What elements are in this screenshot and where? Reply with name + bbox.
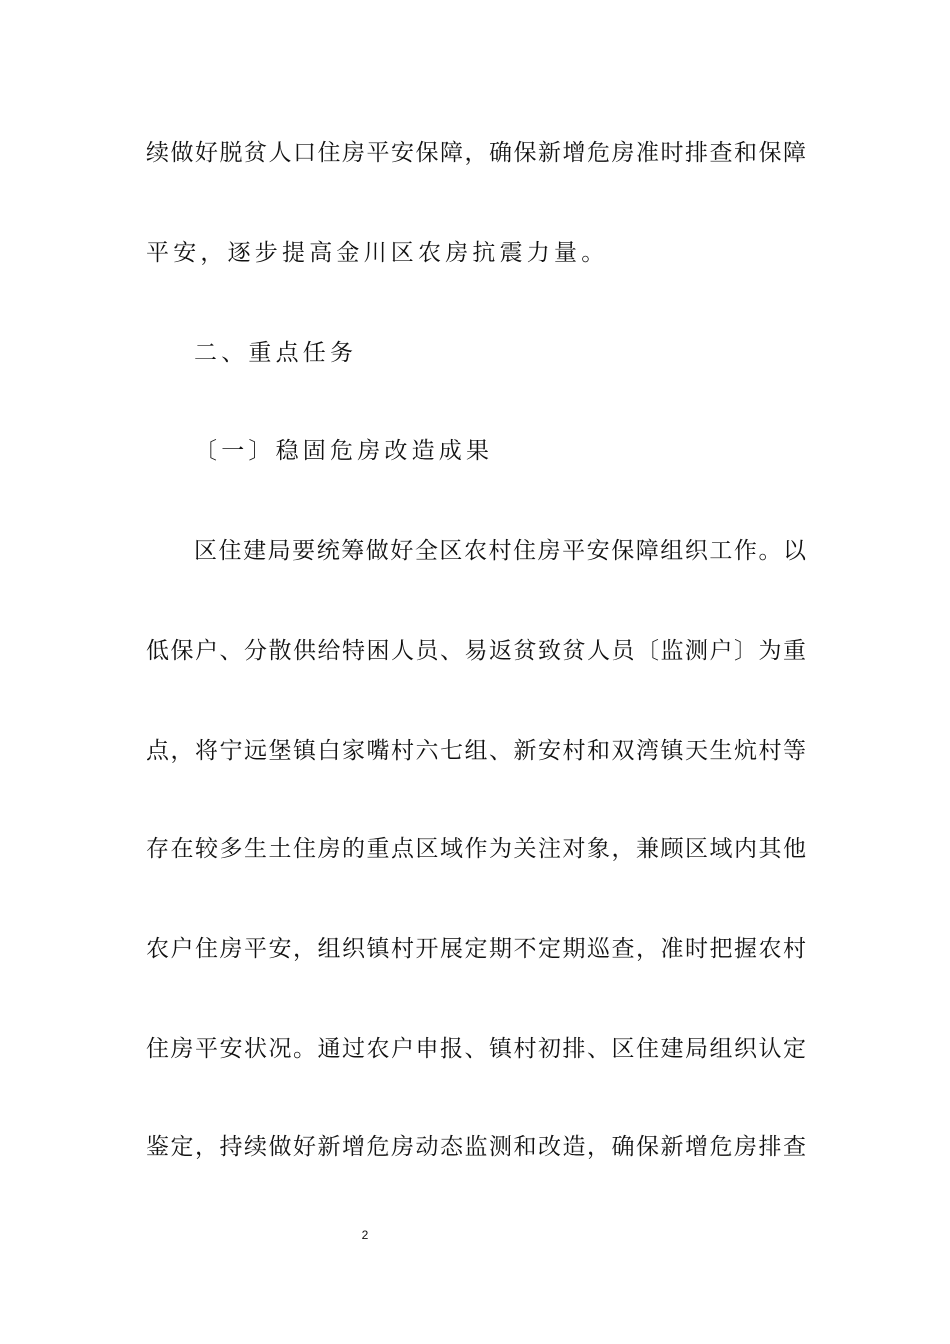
body-text-line: 平安，逐步提高金川区农房抗震力量。 <box>146 240 609 266</box>
body-text-line: 住房平安状况。通过农户申报、镇村初排、区住建局组织认定 <box>146 1036 806 1062</box>
body-text-line: 低保户、分散供给特困人员、易返贫致贫人员〔监测户〕为重 <box>146 638 806 664</box>
body-text-line: 农户住房平安，组织镇村开展定期不定期巡查，准时把握农村 <box>146 936 806 962</box>
body-text-line: 点，将宁远堡镇白家嘴村六七组、新安村和双湾镇天生炕村等 <box>146 738 806 764</box>
page-number: 2 <box>361 1228 369 1242</box>
subsection-heading: 〔一〕稳固危房改造成果 <box>194 438 494 464</box>
body-text-line: 续做好脱贫人口住房平安保障，确保新增危房准时排查和保障 <box>146 140 806 166</box>
body-text-line: 存在较多生土住房的重点区域作为关注对象，兼顾区域内其他 <box>146 836 806 862</box>
paragraph-first-line: 区住建局要统筹做好全区农村住房平安保障组织工作。以 <box>194 538 806 564</box>
section-heading: 二、重点任务 <box>194 340 358 366</box>
body-text-line: 鉴定，持续做好新增危房动态监测和改造，确保新增危房排查 <box>146 1134 806 1160</box>
